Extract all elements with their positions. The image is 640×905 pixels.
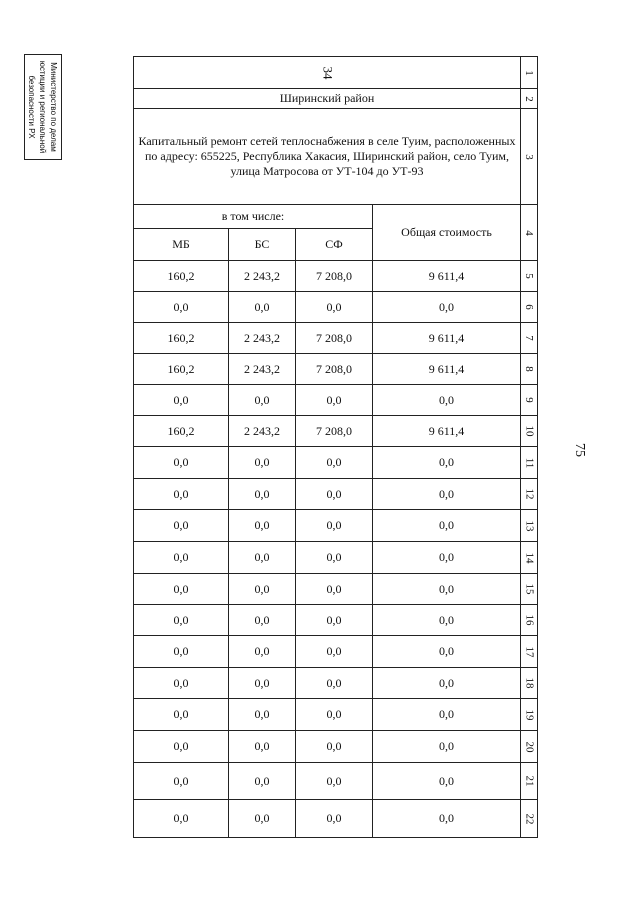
table-row [134,800,538,838]
row-number: 9 [523,397,535,403]
cell-sf: 0,0 [296,763,373,800]
cell-mb: 160,2 [134,354,229,385]
total-label: Общая стоимость [373,205,521,261]
cell-mb: 0,0 [134,385,229,416]
page-number-right: 75 [572,443,587,457]
row-number: 16 [523,614,535,626]
cell-sf: 0,0 [296,699,373,731]
cell-sf: 0,0 [296,636,373,668]
row-number-cell [521,605,538,636]
cell-bs: 0,0 [229,636,296,668]
cell-mb: 0,0 [134,510,229,542]
cell-total: 0,0 [373,605,521,636]
cell-total: 0,0 [373,447,521,479]
cell-bs: 0,0 [229,385,296,416]
row-number: 17 [523,646,535,657]
row-number-cell [521,447,538,479]
column-header-bs: БС [229,229,296,261]
cell-total: 0,0 [373,292,521,323]
table-row [134,385,538,416]
cell-mb: 160,2 [134,261,229,292]
row-number-cell [521,323,538,354]
column-header-mb: МБ [134,229,229,261]
cell-total: 9 611,4 [373,416,521,447]
cell-bs: 0,0 [229,763,296,800]
cell-mb: 160,2 [134,323,229,354]
table-row [134,416,538,447]
table-row [134,354,538,385]
stamp-box [24,54,62,160]
table-row [134,292,538,323]
cell-bs: 0,0 [229,510,296,542]
cell-total: 0,0 [373,542,521,574]
stamp-line: безопасности РХ [27,75,36,139]
row-number: 15 [523,583,535,595]
row-number: 6 [523,304,535,310]
row-number: 11 [523,457,535,468]
page-number-cell [134,57,521,89]
cell-sf: 0,0 [296,385,373,416]
cell-total: 0,0 [373,763,521,800]
row-number-cell [521,261,538,292]
table-row [134,89,538,109]
row-number: 20 [523,741,535,752]
stamp-line: юстиции и региональной [38,60,47,154]
cell-total: 9 611,4 [373,354,521,385]
cell-bs: 2 243,2 [229,354,296,385]
row-number: 10 [523,425,535,437]
table-row [134,763,538,800]
cell-bs: 0,0 [229,574,296,605]
table-row [134,699,538,731]
row-number: 7 [523,335,535,341]
table-row [134,605,538,636]
table-row [134,323,538,354]
cell-sf: 0,0 [296,605,373,636]
row-number: 2 [523,95,535,102]
row-number: 8 [523,366,535,372]
cell-bs: 0,0 [229,800,296,838]
cell-mb: 0,0 [134,699,229,731]
table-row [134,510,538,542]
row-number: 1 [523,69,535,76]
table-row [134,574,538,605]
row-number: 21 [523,775,535,787]
cell-bs: 0,0 [229,479,296,510]
cell-sf: 0,0 [296,542,373,574]
cell-bs: 0,0 [229,668,296,699]
row-number-cell [521,731,538,763]
registration-stamp [22,54,62,162]
table-row [134,109,538,205]
cell-bs: 0,0 [229,447,296,479]
cell-bs: 0,0 [229,292,296,323]
row-number-cell [521,763,538,800]
cell-mb: 0,0 [134,542,229,574]
row-number: 5 [523,273,535,279]
table-row [134,731,538,763]
row-number-cell [521,800,538,838]
cell-sf: 7 208,0 [296,323,373,354]
cell-sf: 0,0 [296,800,373,838]
cell-mb: 0,0 [134,636,229,668]
row-number-cell [521,542,538,574]
row-number-cell [521,574,538,605]
cell-bs: 2 243,2 [229,416,296,447]
cell-sf: 0,0 [296,574,373,605]
row-number-cell [521,668,538,699]
table-row [134,668,538,699]
row-number: 12 [523,488,535,500]
cell-total: 0,0 [373,800,521,838]
cell-sf: 0,0 [296,510,373,542]
cell-sf: 7 208,0 [296,354,373,385]
table-row [134,636,538,668]
project-title: Капитальный ремонт сетей теплоснабжения в селе Туим, расположенных по адресу: 655225, Республика Хакасия, Ширинский район, село Туим, улица Матросова от УТ-104 до УТ-93 [134,109,521,205]
cell-total: 0,0 [373,385,521,416]
row-number-cell [521,109,538,205]
row-number: 14 [523,552,535,563]
cell-sf: 7 208,0 [296,261,373,292]
cell-total: 9 611,4 [373,323,521,354]
cell-mb: 160,2 [134,416,229,447]
cell-mb: 0,0 [134,479,229,510]
column-header-sf: СФ [296,229,373,261]
row-number: 13 [523,520,535,531]
cell-mb: 0,0 [134,668,229,699]
table-row [134,447,538,479]
cell-mb: 0,0 [134,800,229,838]
district-cell: Ширинский район [134,89,521,109]
cell-bs: 0,0 [229,699,296,731]
cell-bs: 0,0 [229,542,296,574]
cell-bs: 2 243,2 [229,323,296,354]
row-number-cell [521,385,538,416]
cell-total: 9 611,4 [373,261,521,292]
cell-sf: 0,0 [296,447,373,479]
table-row [134,205,538,229]
table-row [134,479,538,510]
cost-table [133,56,538,838]
row-number: 22 [523,813,535,824]
row-number-cell [521,89,538,109]
cell-mb: 0,0 [134,763,229,800]
cell-mb: 0,0 [134,731,229,763]
cell-sf: 0,0 [296,292,373,323]
page-number: 34 [320,66,335,79]
row-number-cell [521,636,538,668]
row-number-cell [521,292,538,323]
cell-mb: 0,0 [134,605,229,636]
cell-mb: 0,0 [134,292,229,323]
cell-mb: 0,0 [134,574,229,605]
including-label: в том числе: [134,205,373,229]
row-number: 19 [523,709,535,720]
cell-total: 0,0 [373,668,521,699]
cell-sf: 0,0 [296,731,373,763]
row-number-cell [521,479,538,510]
row-number: 18 [523,677,535,689]
cell-bs: 2 243,2 [229,261,296,292]
stamp-line: Министерство по делам [49,62,58,152]
cell-total: 0,0 [373,479,521,510]
cell-total: 0,0 [373,731,521,763]
cell-total: 0,0 [373,699,521,731]
table-row [134,57,538,89]
cell-mb: 0,0 [134,447,229,479]
table-row [134,542,538,574]
row-number-cell [521,354,538,385]
row-number-cell [521,57,538,89]
cell-total: 0,0 [373,574,521,605]
row-number: 3 [523,153,535,160]
cell-bs: 0,0 [229,731,296,763]
cell-sf: 0,0 [296,668,373,699]
row-number-cell [521,699,538,731]
row-number: 4 [523,229,535,236]
row-number-cell [521,510,538,542]
cell-total: 0,0 [373,636,521,668]
table-row [134,261,538,292]
row-number-cell [521,416,538,447]
cell-bs: 0,0 [229,605,296,636]
row-number-cell [521,205,538,261]
cell-total: 0,0 [373,510,521,542]
cell-sf: 0,0 [296,479,373,510]
cell-sf: 7 208,0 [296,416,373,447]
